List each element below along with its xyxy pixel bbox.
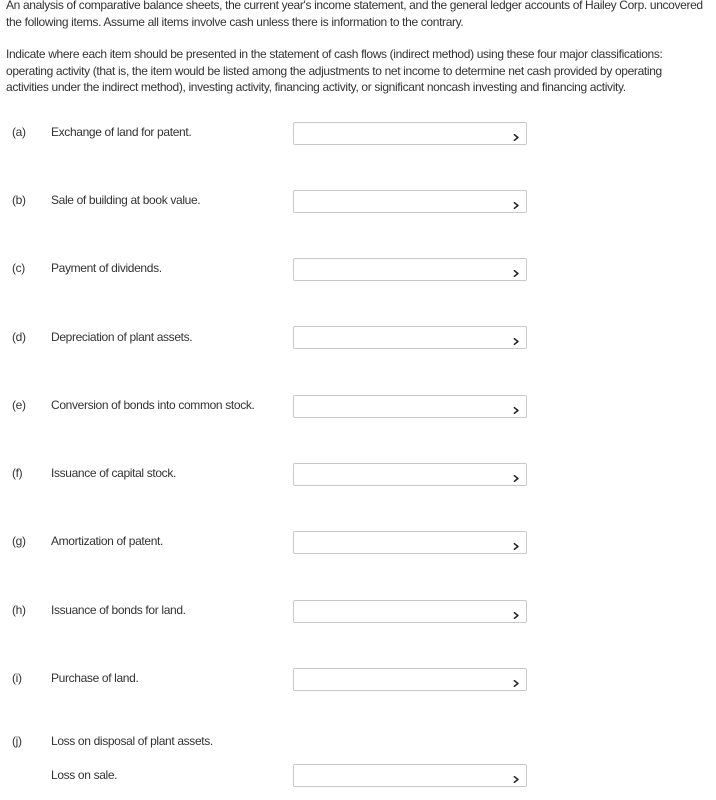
item-description: Amortization of patent. — [51, 534, 164, 548]
chevron-down-icon — [513, 471, 520, 478]
item-description: Purchase of land. — [51, 671, 139, 685]
chevron-down-icon — [513, 608, 520, 615]
item-letter: (g) — [12, 534, 26, 548]
classification-dropdown[interactable] — [293, 764, 527, 787]
classification-dropdown[interactable] — [293, 190, 527, 213]
item-description: Payment of dividends. — [51, 261, 162, 275]
item-description: Loss on disposal of plant assets. — [51, 734, 213, 748]
item-letter: (h) — [12, 603, 26, 617]
chevron-down-icon — [513, 266, 520, 273]
item-description: Sale of building at book value. — [51, 193, 201, 207]
classification-dropdown[interactable] — [293, 326, 527, 349]
classification-dropdown[interactable] — [293, 122, 527, 145]
classification-dropdown[interactable] — [293, 531, 527, 554]
item-letter: (j) — [12, 734, 22, 748]
chevron-down-icon — [513, 334, 520, 341]
classification-dropdown[interactable] — [293, 463, 527, 486]
item-letter: (c) — [12, 261, 25, 275]
item-letter: (i) — [12, 671, 22, 685]
item-description: Issuance of bonds for land. — [51, 603, 186, 617]
instructions-paragraph: Indicate where each item should be presented in the statement of cash flows (indirect method) using these four major classifications: operating activity (that is, the item would be listed among the adjustments to net income to determine net cash provided by operating activities under the indirect method), investing activity, financing activity, or significant noncash investing and financing activity. — [6, 47, 663, 94]
intro-paragraph: An analysis of comparative balance sheets, the current year's income statement, and the general ledger accounts of Hailey Corp. uncovered the following items. Assume all items involve cash unless there is information to the contrary. — [6, 0, 703, 29]
chevron-down-icon — [513, 198, 520, 205]
chevron-down-icon — [513, 772, 520, 779]
item-subdescription: Loss on sale. — [51, 768, 118, 782]
item-description: Conversion of bonds into common stock. — [51, 398, 255, 412]
chevron-down-icon — [513, 539, 520, 546]
item-letter: (e) — [12, 398, 26, 412]
chevron-down-icon — [513, 130, 520, 137]
chevron-down-icon — [513, 676, 520, 683]
item-description: Exchange of land for patent. — [51, 125, 192, 139]
item-letter: (d) — [12, 330, 26, 344]
classification-dropdown[interactable] — [293, 395, 527, 418]
item-letter: (b) — [12, 193, 26, 207]
item-description: Depreciation of plant assets. — [51, 330, 193, 344]
classification-dropdown[interactable] — [293, 258, 527, 281]
chevron-down-icon — [513, 403, 520, 410]
item-description: Issuance of capital stock. — [51, 466, 176, 480]
item-letter: (f) — [12, 466, 23, 480]
classification-dropdown[interactable] — [293, 600, 527, 623]
item-letter: (a) — [12, 125, 26, 139]
classification-dropdown[interactable] — [293, 668, 527, 691]
